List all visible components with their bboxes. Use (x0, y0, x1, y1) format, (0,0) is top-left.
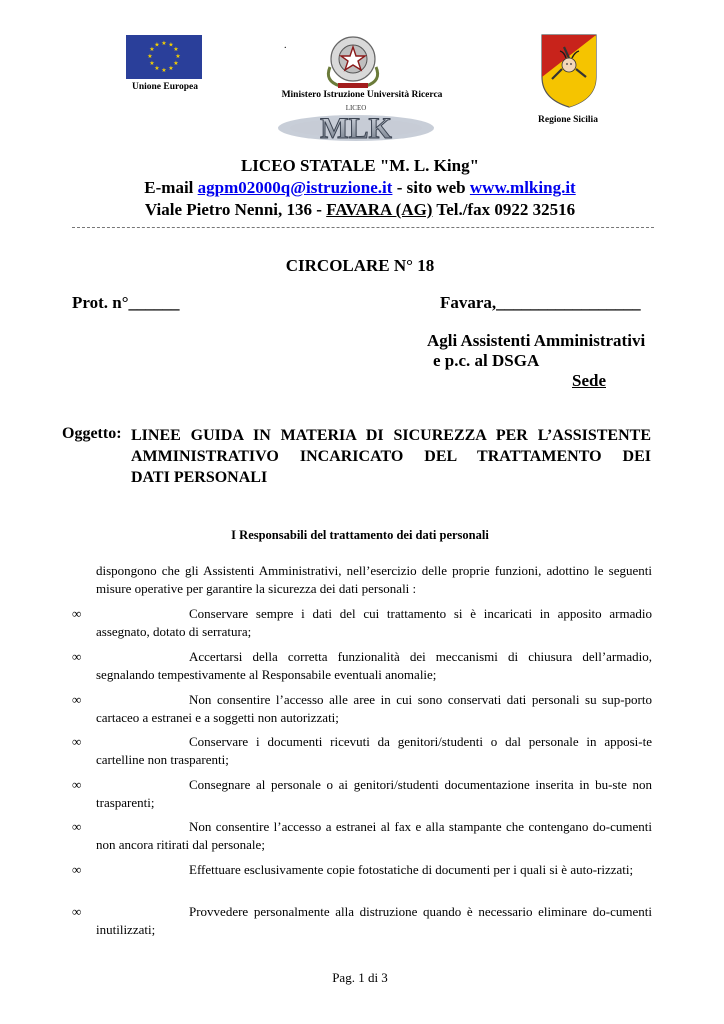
svg-text:★: ★ (168, 41, 174, 49)
bullet-text: Effettuare esclusivamente copie fotostatiche di documenti per i quali si è auto-rizzati; (189, 862, 634, 877)
infinity-bullet-icon: ∞ (72, 819, 82, 834)
intro-paragraph: dispongono che gli Assistenti Amministrativi, nell’esercizio delle proprie funzioni, adottino le seguenti misure operative per garantire la sicurezza dei dati personali : (96, 563, 652, 596)
italian-republic-emblem (318, 33, 388, 91)
bullet-text: Accertarsi della corretta funzionalità dei meccanismi di chiusura dell’armadio, segnalando tempestivamente al Responsabile eventuali anomalie; (96, 649, 652, 682)
oggetto-line-3: DATI PERSONALI (131, 469, 268, 486)
infinity-bullet-icon: ∞ (72, 904, 82, 919)
oggetto-line-2: AMMINISTRATIVO INCARICATO DEL TRATTAMENTO DEI (131, 448, 651, 465)
bullet-text: Non consentire l’accesso alle aree in cui sono conservati dati personali su sup-porto cartaceo a estranei e a soggetti non autorizzati; (96, 692, 652, 725)
svg-text:★: ★ (154, 41, 160, 49)
infinity-bullet-icon: ∞ (72, 649, 82, 664)
stray-dot: . (284, 40, 287, 51)
oggetto-label: Oggetto: (62, 425, 122, 442)
svg-text:★: ★ (149, 46, 155, 53)
infinity-bullet-icon: ∞ (72, 692, 82, 707)
page-number: Pag. 1 di 3 (332, 970, 388, 985)
regione-sicilia-logo (540, 33, 598, 109)
school-contacts (60, 178, 660, 198)
school-name: LICEO STATALE "M. L. King" (240, 156, 480, 175)
svg-text:★: ★ (175, 53, 181, 60)
svg-text:★: ★ (168, 65, 174, 72)
site-label: - sito web (392, 178, 470, 197)
recipient-line-1: Agli Assistenti Amministrativi (427, 331, 646, 350)
svg-text:★: ★ (149, 60, 155, 67)
bullet-text: Conservare i documenti ricevuti da genitori/studenti o dal personale in apposi-te cartelline non trasparenti; (96, 734, 652, 767)
oggetto-text (131, 425, 651, 488)
separator-dashed-line (72, 227, 654, 228)
svg-text:★: ★ (161, 67, 167, 74)
email-link[interactable]: agpm02000q@istruzione.it (197, 178, 393, 197)
ministry-caption: Ministero Istruzione Università Ricerca (281, 90, 443, 100)
bullet-text: Conservare sempre i dati del cui trattamento si è incaricati in apposito armadio assegnato, dotato di serratura; (96, 606, 652, 639)
recipient-line-3: Sede (572, 371, 606, 390)
regione-sicilia-caption: Regione Sicilia (538, 115, 598, 125)
bullet-text: Provvedere personalmente alla distruzione quando è necessario eliminare do-cumenti inutilizzati; (96, 904, 652, 937)
infinity-bullet-icon: ∞ (72, 862, 82, 877)
infinity-bullet-icon: ∞ (72, 606, 82, 621)
mlk-school-logo (276, 103, 436, 145)
circolare-title: CIRCOLARE N° 18 (285, 256, 435, 275)
mlk-logo-small-text: LICEO (345, 104, 367, 112)
address-city: FAVARA (AG) (326, 200, 433, 219)
eu-caption: Unione Europea (131, 82, 199, 92)
bullet-text: Non consentire l’accesso a estranei al fax e alla stampante che contengano do-cumenti non ancora ritirati dal personale; (96, 819, 652, 852)
svg-text:★: ★ (173, 60, 179, 67)
place-date: Favara,_________________ (440, 293, 641, 312)
email-label: E-mail (144, 178, 198, 197)
school-address (60, 200, 660, 220)
infinity-bullet-icon: ∞ (72, 777, 82, 792)
responsabili-heading: I Responsabili del trattamento dei dati personali (231, 528, 489, 542)
address-street: Viale Pietro Nenni, 136 - (144, 200, 327, 219)
website-link[interactable]: www.mlking.it (469, 178, 576, 197)
infinity-bullet-icon: ∞ (72, 734, 82, 749)
svg-text:★: ★ (161, 40, 167, 47)
eu-flag-logo (126, 35, 202, 79)
address-phone: Tel./fax 0922 32516 (432, 200, 576, 219)
recipient-line-2: e p.c. al DSGA (433, 351, 540, 370)
bullet-text: Consegnare al personale o ai genitori/studenti documentazione inserita in bu-ste non trasparenti; (96, 777, 652, 810)
mlk-logo-big-text: MLK (320, 112, 392, 145)
svg-text:★: ★ (147, 53, 153, 60)
oggetto-line-1: LINEE GUIDA IN MATERIA DI SICUREZZA PER L’ASSISTENTE (131, 427, 651, 444)
protocol-number: Prot. n°______ (72, 293, 180, 312)
svg-text:★: ★ (173, 46, 179, 53)
svg-text:★: ★ (154, 65, 160, 72)
